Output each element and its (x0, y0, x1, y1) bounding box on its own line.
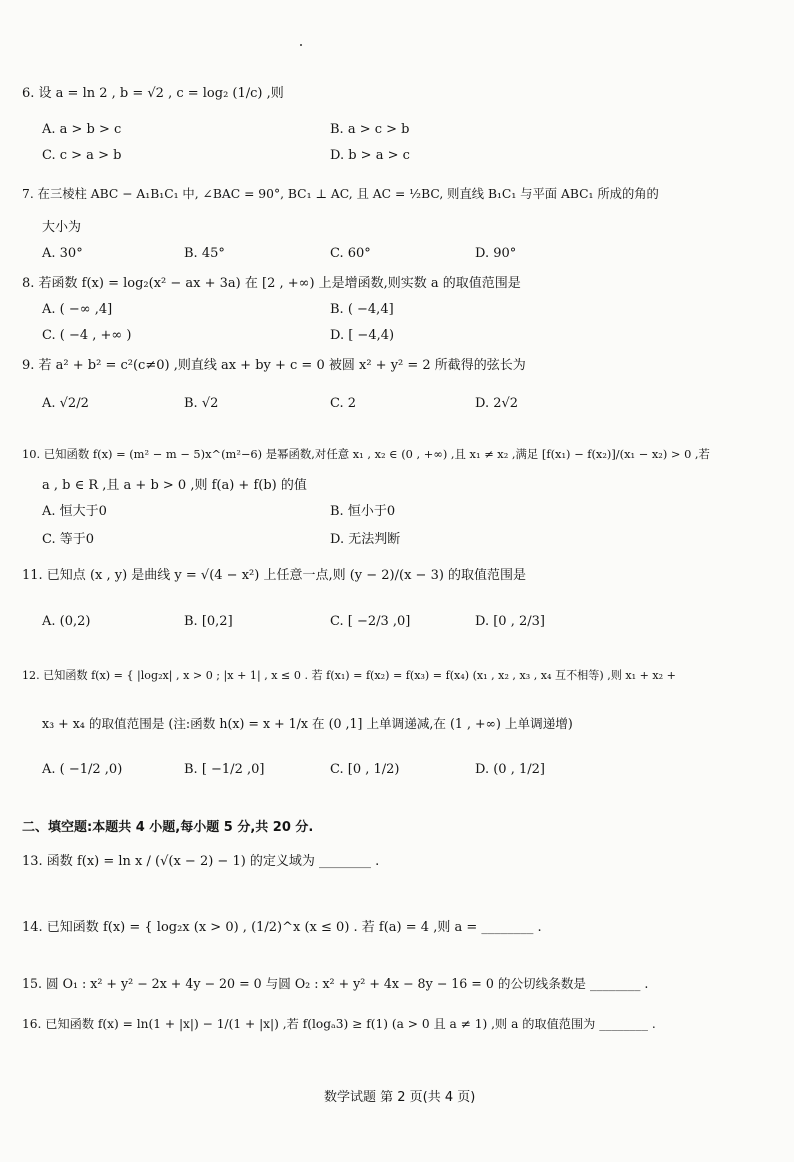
question-12-stem: 12. 已知函数 f(x) = { |log₂x| , x > 0 ; |x + 1| , x ≤ 0 . 若 f(x₁) = f(x₂) = f(x₃) = f(x₄) (x₁ , x₂ , x₃ , x₄ 互不相等) ,则 x₁ + x₂ + (22, 669, 676, 682)
question-8-option-b: B. ( −4,4] (330, 302, 394, 317)
question-7-option-a: A. 30° (42, 246, 83, 261)
question-10-option-b: B. 恒小于0 (330, 504, 396, 519)
question-9-option-d: D. 2√2 (475, 396, 519, 411)
question-7-option-d: D. 90° (475, 246, 517, 261)
section-heading-fill-in: 二、填空题:本题共 4 小题,每小题 5 分,共 20 分. (22, 820, 314, 835)
scan-speck (300, 44, 302, 46)
question-13: 13. 函数 f(x) = ln x / (√(x − 2) − 1) 的定义域为 ________ . (22, 854, 380, 869)
question-6-stem: 6. 设 a = ln 2 , b = √2 , c = log₂ (1/c) ,则 (22, 86, 284, 101)
question-10-stem: 10. 已知函数 f(x) = (m² − m − 5)x^(m²−6) 是幂函数,对任意 x₁ , x₂ ∈ (0 , +∞) ,且 x₁ ≠ x₂ ,满足 [f(x₁) − f(x₂)]/(x₁ − x₂) > 0 ,若 (22, 447, 710, 461)
question-9-option-b: B. √2 (184, 396, 219, 411)
question-6-option-c: C. c > a > b (42, 148, 122, 163)
question-11-option-c: C. [ −2/3 ,0] (330, 614, 411, 629)
question-12-option-c: C. [0 , 1/2) (330, 762, 400, 777)
question-6-option-d: D. b > a > c (330, 148, 410, 163)
question-10-stem-cont: a , b ∈ R ,且 a + b > 0 ,则 f(a) + f(b) 的值 (42, 478, 307, 493)
question-11-option-b: B. [0,2] (184, 614, 233, 629)
question-8-stem: 8. 若函数 f(x) = log₂(x² − ax + 3a) 在 [2 , +∞) 上是增函数,则实数 a 的取值范围是 (22, 276, 521, 291)
page-footer: 数学试题 第 2 页(共 4 页) (324, 1090, 476, 1105)
question-10-option-d: D. 无法判断 (330, 532, 401, 547)
question-8-option-a: A. ( −∞ ,4] (42, 302, 113, 317)
question-16: 16. 已知函数 f(x) = ln(1 + |x|) − 1/(1 + |x|) ,若 f(logₐ3) ≥ f(1) (a > 0 且 a ≠ 1) ,则 a 的取值范围为 ________ . (22, 1017, 656, 1031)
question-7-stem-cont: 大小为 (42, 220, 82, 235)
question-11-stem: 11. 已知点 (x , y) 是曲线 y = √(4 − x²) 上任意一点,则 (y − 2)/(x − 3) 的取值范围是 (22, 568, 527, 583)
question-7-stem: 7. 在三棱柱 ABC − A₁B₁C₁ 中, ∠BAC = 90°, BC₁ ⊥ AC, 且 AC = ½BC, 则直线 B₁C₁ 与平面 ABC₁ 所成的角的 (22, 187, 659, 201)
question-11-option-a: A. (0,2) (42, 614, 91, 629)
question-12-option-d: D. (0 , 1/2] (475, 762, 545, 777)
question-8-option-c: C. ( −4 , +∞ ) (42, 328, 132, 343)
question-12-option-b: B. [ −1/2 ,0] (184, 762, 265, 777)
question-9-option-c: C. 2 (330, 396, 357, 411)
question-12-option-a: A. ( −1/2 ,0) (42, 762, 123, 777)
question-10-option-c: C. 等于0 (42, 532, 95, 547)
question-15: 15. 圆 O₁ : x² + y² − 2x + 4y − 20 = 0 与圆 O₂ : x² + y² + 4x − 8y − 16 = 0 的公切线条数是 ________ . (22, 976, 649, 991)
question-6-option-b: B. a > c > b (330, 122, 410, 137)
question-6-option-a: A. a > b > c (42, 122, 122, 137)
question-11-option-d: D. [0 , 2/3] (475, 614, 545, 629)
question-7-option-c: C. 60° (330, 246, 371, 261)
question-8-option-d: D. [ −4,4) (330, 328, 395, 343)
question-14: 14. 已知函数 f(x) = { log₂x (x > 0) , (1/2)^x (x ≤ 0) . 若 f(a) = 4 ,则 a = ________ . (22, 920, 542, 935)
question-7-option-b: B. 45° (184, 246, 225, 261)
question-9-option-a: A. √2/2 (42, 396, 89, 411)
question-12-stem-cont: x₃ + x₄ 的取值范围是 (注:函数 h(x) = x + 1/x 在 (0 ,1] 上单调递减,在 (1 , +∞) 上单调递增) (42, 716, 573, 731)
question-9-stem: 9. 若 a² + b² = c²(c≠0) ,则直线 ax + by + c = 0 被圆 x² + y² = 2 所截得的弦长为 (22, 358, 526, 373)
question-10-option-a: A. 恒大于0 (42, 504, 107, 519)
